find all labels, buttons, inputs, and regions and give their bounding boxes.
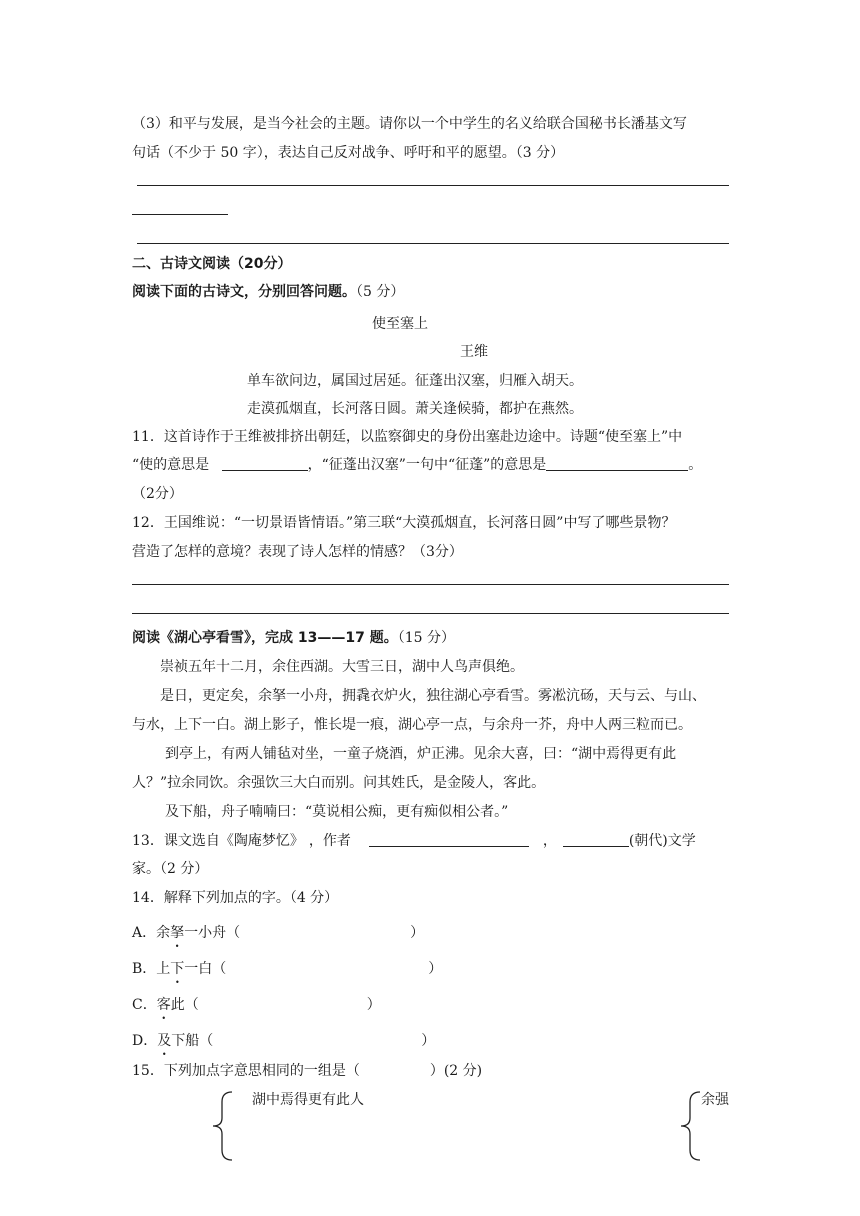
- dotted-char: 及: [157, 1033, 172, 1049]
- poem-author: 王维: [460, 344, 488, 360]
- q15-text: ）(2 分): [429, 1063, 483, 1079]
- q14-item-text: 下船（: [171, 1033, 214, 1049]
- left-brace: [210, 1090, 236, 1162]
- q11-text: ，“征蓬出汉塞”一句中“征蓬”的意思是: [307, 457, 547, 473]
- q14-item-text: 一白（: [184, 961, 227, 977]
- poem-line: 单车欲问边，属国过居延。征蓬出汉塞，归雁入胡天。: [247, 373, 583, 389]
- paren-close: ）: [421, 1033, 436, 1049]
- q12-line2: 营造了怎样的意境？表现了诗人怎样的情感？（3分）: [132, 544, 463, 560]
- q14-item-label: D．: [132, 1033, 158, 1049]
- q3-line2: 句话（不少于 50 字），表达自己反对战争、呼吁和平的愿望。（3 分）: [132, 145, 565, 161]
- reading-heading: [132, 627, 455, 647]
- q15-text: 15．下列加点字意思相同的一组是（: [132, 1063, 360, 1079]
- q13-text: ，: [542, 833, 557, 849]
- poem-title: 使至塞上: [372, 316, 428, 332]
- passage-paragraph: 与水，上下一白。湖上影子，惟长堤一痕，湖心亭一点，与余舟一芥，舟中人两三粒而已。: [132, 717, 692, 733]
- dotted-char: 下: [170, 961, 185, 977]
- section-heading: 二、古诗文阅读（20分）: [132, 256, 292, 272]
- passage-paragraph: 及下船，舟子喃喃曰：“莫说相公痴，更有痴似相公者。”: [165, 804, 509, 820]
- answer-blank[interactable]: [199, 997, 367, 1011]
- answer-blank[interactable]: [213, 1033, 421, 1047]
- q14-item-d: [132, 1030, 435, 1050]
- q14-item-text: 此（: [170, 997, 199, 1013]
- q12-line1: 12．王国维说：“一切景语皆情语。”第三联“大漠孤烟直，长河落日圆”中写了哪些景物？: [132, 515, 676, 531]
- passage-paragraph: 是日，更定矣，余拏一小舟，拥毳衣炉火，独往湖心亭看雪。雾凇沆砀，天与云、与山、: [160, 688, 706, 704]
- paren-close: ）: [410, 925, 425, 941]
- dotted-char: 拏: [170, 925, 185, 941]
- passage-paragraph: 到亭上，有两人铺毡对坐，一童子烧酒，炉正沸。见余大喜，曰：“湖中焉得更有此: [165, 746, 677, 762]
- q15-stem: [132, 1060, 482, 1080]
- answer-line[interactable]: [132, 214, 228, 215]
- q11-text: 。: [688, 457, 703, 473]
- q13-line2: 家。（2 分）: [132, 861, 209, 877]
- answer-line[interactable]: [137, 243, 729, 244]
- q15-left-line: 湖中焉得更有此人: [252, 1092, 364, 1108]
- q13-text: (朝代)文学: [628, 833, 696, 849]
- answer-line[interactable]: [132, 613, 729, 614]
- paren-close: ）: [428, 961, 443, 977]
- answer-blank[interactable]: [360, 1063, 430, 1077]
- answer-blank[interactable]: [226, 961, 428, 975]
- section-intro-score: （5 分）: [356, 284, 405, 300]
- reading-heading-text: 阅读《湖心亭看雪》，完成 13——17 题。: [132, 630, 398, 646]
- answer-blank[interactable]: [369, 832, 529, 847]
- q11-score: （2分）: [132, 486, 183, 502]
- q14-item-text: 一小舟（: [184, 925, 241, 941]
- poem-line: 走漠孤烟直，长河落日圆。萧关逢候骑，都护在燕然。: [247, 401, 583, 417]
- q13-text: 13．课文选自《陶庵梦忆》: [132, 833, 297, 849]
- answer-blank[interactable]: [222, 456, 308, 471]
- q14-item-b: [132, 958, 442, 978]
- q13-line1: [132, 830, 696, 850]
- q15-right-line: 余强: [701, 1092, 729, 1108]
- q14-stem: 14．解释下列加点的字。（4 分）: [132, 890, 339, 906]
- paren-close: ）: [366, 997, 381, 1013]
- q11-line1: 11．这首诗作于王维被排挤出朝廷，以监察御史的身份出塞赴边途中。诗题“使至塞上”中: [132, 429, 683, 445]
- q11-text: “使的意思是: [132, 457, 210, 473]
- q13-text: ，作者: [308, 833, 351, 849]
- reading-heading-score: （15 分）: [397, 630, 455, 646]
- answer-line[interactable]: [132, 584, 729, 585]
- q3-line1: （3）和平与发展，是当今社会的主题。请你以一个中学生的名义给联合国秘书长潘基文写: [132, 116, 687, 132]
- answer-blank[interactable]: [240, 925, 410, 939]
- q14-item-label: A．余: [132, 925, 171, 941]
- answer-line[interactable]: [137, 185, 729, 186]
- section-intro: [132, 281, 404, 301]
- dotted-char: 客: [156, 997, 171, 1013]
- q14-item-c: [132, 994, 381, 1014]
- passage-paragraph: 人？”拉余同饮。余强饮三大白而别。问其姓氏，是金陵人，客此。: [132, 775, 546, 791]
- answer-blank[interactable]: [563, 832, 629, 847]
- section-intro-text: 阅读下面的古诗文，分别回答问题。: [132, 284, 356, 300]
- q11-line2: [132, 454, 702, 474]
- q14-item-a: [132, 922, 424, 942]
- q14-item-label: C．: [132, 997, 157, 1013]
- passage-paragraph: 崇祯五年十二月，余住西湖。大雪三日，湖中人鸟声俱绝。: [160, 659, 524, 675]
- answer-blank[interactable]: [546, 456, 688, 471]
- q14-item-label: B．上: [132, 961, 171, 977]
